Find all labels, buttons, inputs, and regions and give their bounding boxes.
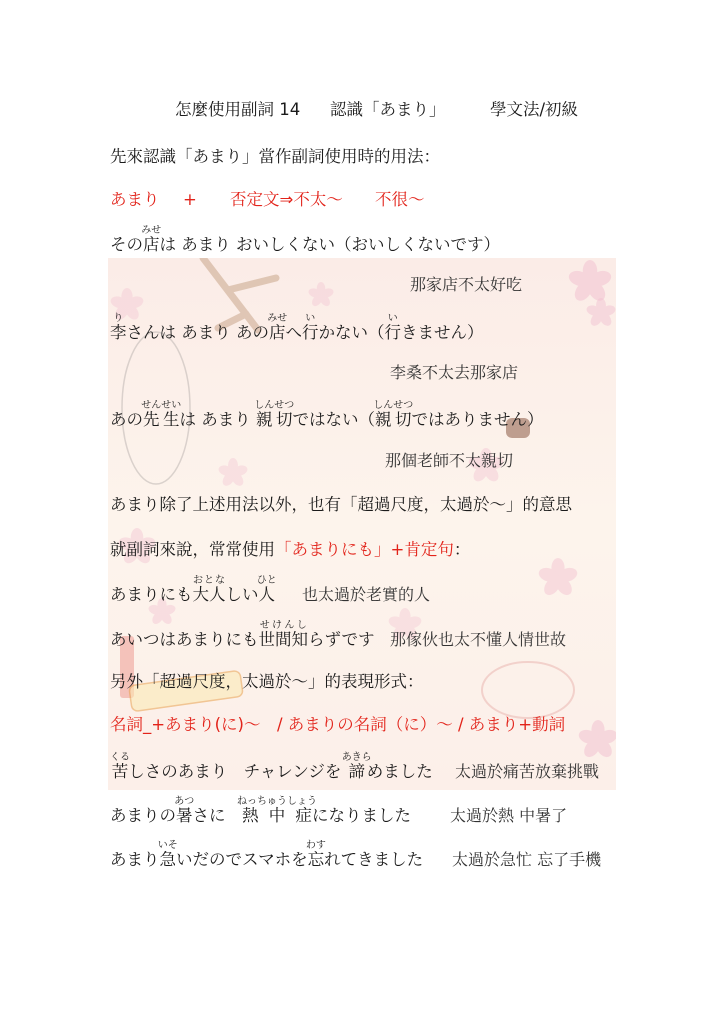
- intro-text: [110, 137, 440, 177]
- page-header: [0, 90, 724, 130]
- ruby-word: [157, 840, 178, 869]
- ruby-base: 人: [256, 585, 277, 604]
- ruby-word: [384, 313, 402, 342]
- example-translation: 那家店不太好吃: [410, 275, 523, 294]
- furigana: ねっちゅうしょう: [237, 796, 317, 807]
- lesson-category: 學文法/初級: [490, 100, 579, 119]
- note-text: 另外「超過尺度，太過於～」的表現形式：: [110, 672, 424, 691]
- note-highlight: 「あまりにも」+肯定句: [275, 540, 454, 559]
- ruby-word: [302, 313, 319, 342]
- sentence-text: ではない（: [292, 410, 375, 429]
- ruby-word: [254, 400, 295, 429]
- sentence-text: へ: [285, 323, 302, 342]
- furigana: みせ: [141, 225, 162, 236]
- ruby-base: 諦: [341, 762, 372, 781]
- sentence-text: きません）: [401, 323, 484, 342]
- ruby-base: 親切: [254, 410, 295, 429]
- furigana: あきら: [341, 752, 372, 763]
- sentence-text: さんは あまり あの: [126, 323, 269, 342]
- example-translation: 李桑不太去那家店: [390, 363, 519, 382]
- furigana: しんせつ: [254, 400, 295, 411]
- ruby-base: 大人: [192, 585, 226, 604]
- ruby-base: 熱中症: [237, 806, 317, 825]
- sentence-text: あまりにも: [110, 585, 193, 604]
- note-lead: 就副詞來說，常常使用: [110, 540, 275, 559]
- sentence-text: は あまり おいしくない（おいしくないです）: [159, 235, 500, 254]
- example-sentence-jp: [110, 620, 375, 660]
- ruby-word: [267, 313, 288, 342]
- ruby-base: 行: [384, 323, 401, 342]
- sentence-text: らずです: [308, 630, 375, 649]
- furigana: り: [110, 313, 127, 324]
- intro-sentence: 先來認識「あまり」當作副詞使用時的用法：: [110, 147, 440, 166]
- example-translation: 也太過於老實的人: [302, 585, 431, 604]
- ruby-base: 世間知: [258, 630, 308, 649]
- ruby-base: 行: [302, 323, 319, 342]
- furigana: いそ: [157, 840, 178, 851]
- ruby-word: [256, 575, 277, 604]
- ruby-word: [373, 400, 414, 429]
- sentence-text: あまり: [110, 850, 160, 869]
- sentence-text: ではありません）: [411, 410, 544, 429]
- ruby-base: 店: [267, 323, 288, 342]
- example-sentence-jp: [110, 313, 484, 353]
- pattern-meaning-1: 否定文⇒不太～: [230, 190, 343, 209]
- ruby-base: 忘: [305, 850, 326, 869]
- sentence-text: かない（: [318, 323, 385, 342]
- lesson-topic: 認識「あまり」: [330, 100, 446, 119]
- note-forms: [110, 662, 424, 702]
- ruby-word: [141, 400, 182, 429]
- furigana: い: [384, 313, 401, 324]
- furigana: あつ: [174, 796, 195, 807]
- example-sentence-jp: [110, 752, 433, 792]
- ruby-base: 店: [141, 235, 162, 254]
- furigana: せけんし: [258, 620, 308, 631]
- sentence-text: その: [110, 235, 143, 254]
- furigana: い: [302, 313, 319, 324]
- pattern-plus: +: [183, 190, 197, 209]
- ruby-base: 急: [157, 850, 178, 869]
- ruby-base: 暑: [174, 806, 195, 825]
- note-adverb: [110, 530, 470, 570]
- sentence-text: になりました: [312, 806, 411, 825]
- furigana: しんせつ: [373, 400, 414, 411]
- example-translation: 太過於急忙 忘了手機: [452, 850, 602, 869]
- sentence-text: さに: [192, 806, 242, 825]
- ruby-word: [110, 752, 130, 781]
- note-end: ：: [453, 540, 471, 559]
- example-translation: 太過於熱 中暑了: [450, 806, 568, 825]
- note-excess: [110, 485, 572, 525]
- example-sentence-jp: [110, 796, 411, 836]
- example-translation: 那個老師不太親切: [385, 451, 514, 470]
- furigana: くる: [110, 752, 130, 763]
- pattern-word: あまり: [110, 190, 160, 209]
- ruby-word: [141, 225, 162, 254]
- sentence-text: あまりの: [110, 806, 176, 825]
- ruby-base: 親切: [373, 410, 414, 429]
- furigana: おとな: [192, 575, 226, 586]
- sentence-text: れてきました: [324, 850, 424, 869]
- furigana: わす: [305, 840, 326, 851]
- ruby-word: [341, 752, 372, 781]
- example-translation: 那傢伙也太不懂人情世故: [390, 630, 567, 649]
- ruby-word: [174, 796, 195, 825]
- example-sentence-jp: [110, 575, 277, 615]
- ruby-base: 苦: [110, 762, 130, 781]
- pattern-meaning-2: 不很～: [375, 190, 425, 209]
- ruby-word: [305, 840, 326, 869]
- pattern-negative: [0, 180, 724, 220]
- sentence-text: あの: [110, 410, 143, 429]
- example-sentence-jp: [110, 400, 544, 440]
- sentence-text: は あまり: [179, 410, 256, 429]
- furigana: ひと: [256, 575, 277, 586]
- pattern-forms: [110, 705, 565, 745]
- ruby-word: [110, 313, 127, 342]
- ruby-base: 先生: [141, 410, 182, 429]
- ruby-word: [192, 575, 226, 604]
- example-sentence-jp: [110, 225, 500, 265]
- furigana: せんせい: [141, 400, 182, 411]
- ruby-base: 李: [110, 323, 127, 342]
- furigana: みせ: [267, 313, 288, 324]
- sentence-text: あいつはあまりにも: [110, 630, 259, 649]
- sentence-text: しさのあまり チャレンジを: [128, 762, 347, 781]
- sentence-text: しい: [225, 585, 259, 604]
- ruby-word: [258, 620, 309, 649]
- note-text: あまり除了上述用法以外，也有「超過尺度，太過於～」的意思: [110, 495, 572, 514]
- sentence-text: いだのでスマホを: [176, 850, 308, 869]
- example-translation: 太過於痛苦放棄挑戰: [455, 762, 600, 781]
- ruby-word: [237, 796, 317, 825]
- example-sentence-jp: [110, 840, 423, 880]
- lesson-title: 怎麼使用副詞 14: [175, 100, 301, 119]
- sentence-text: めました: [366, 762, 433, 781]
- pattern-text: 名詞_+あまり(に)～ / あまりの名詞（に）～ / あまり+動詞: [110, 715, 566, 734]
